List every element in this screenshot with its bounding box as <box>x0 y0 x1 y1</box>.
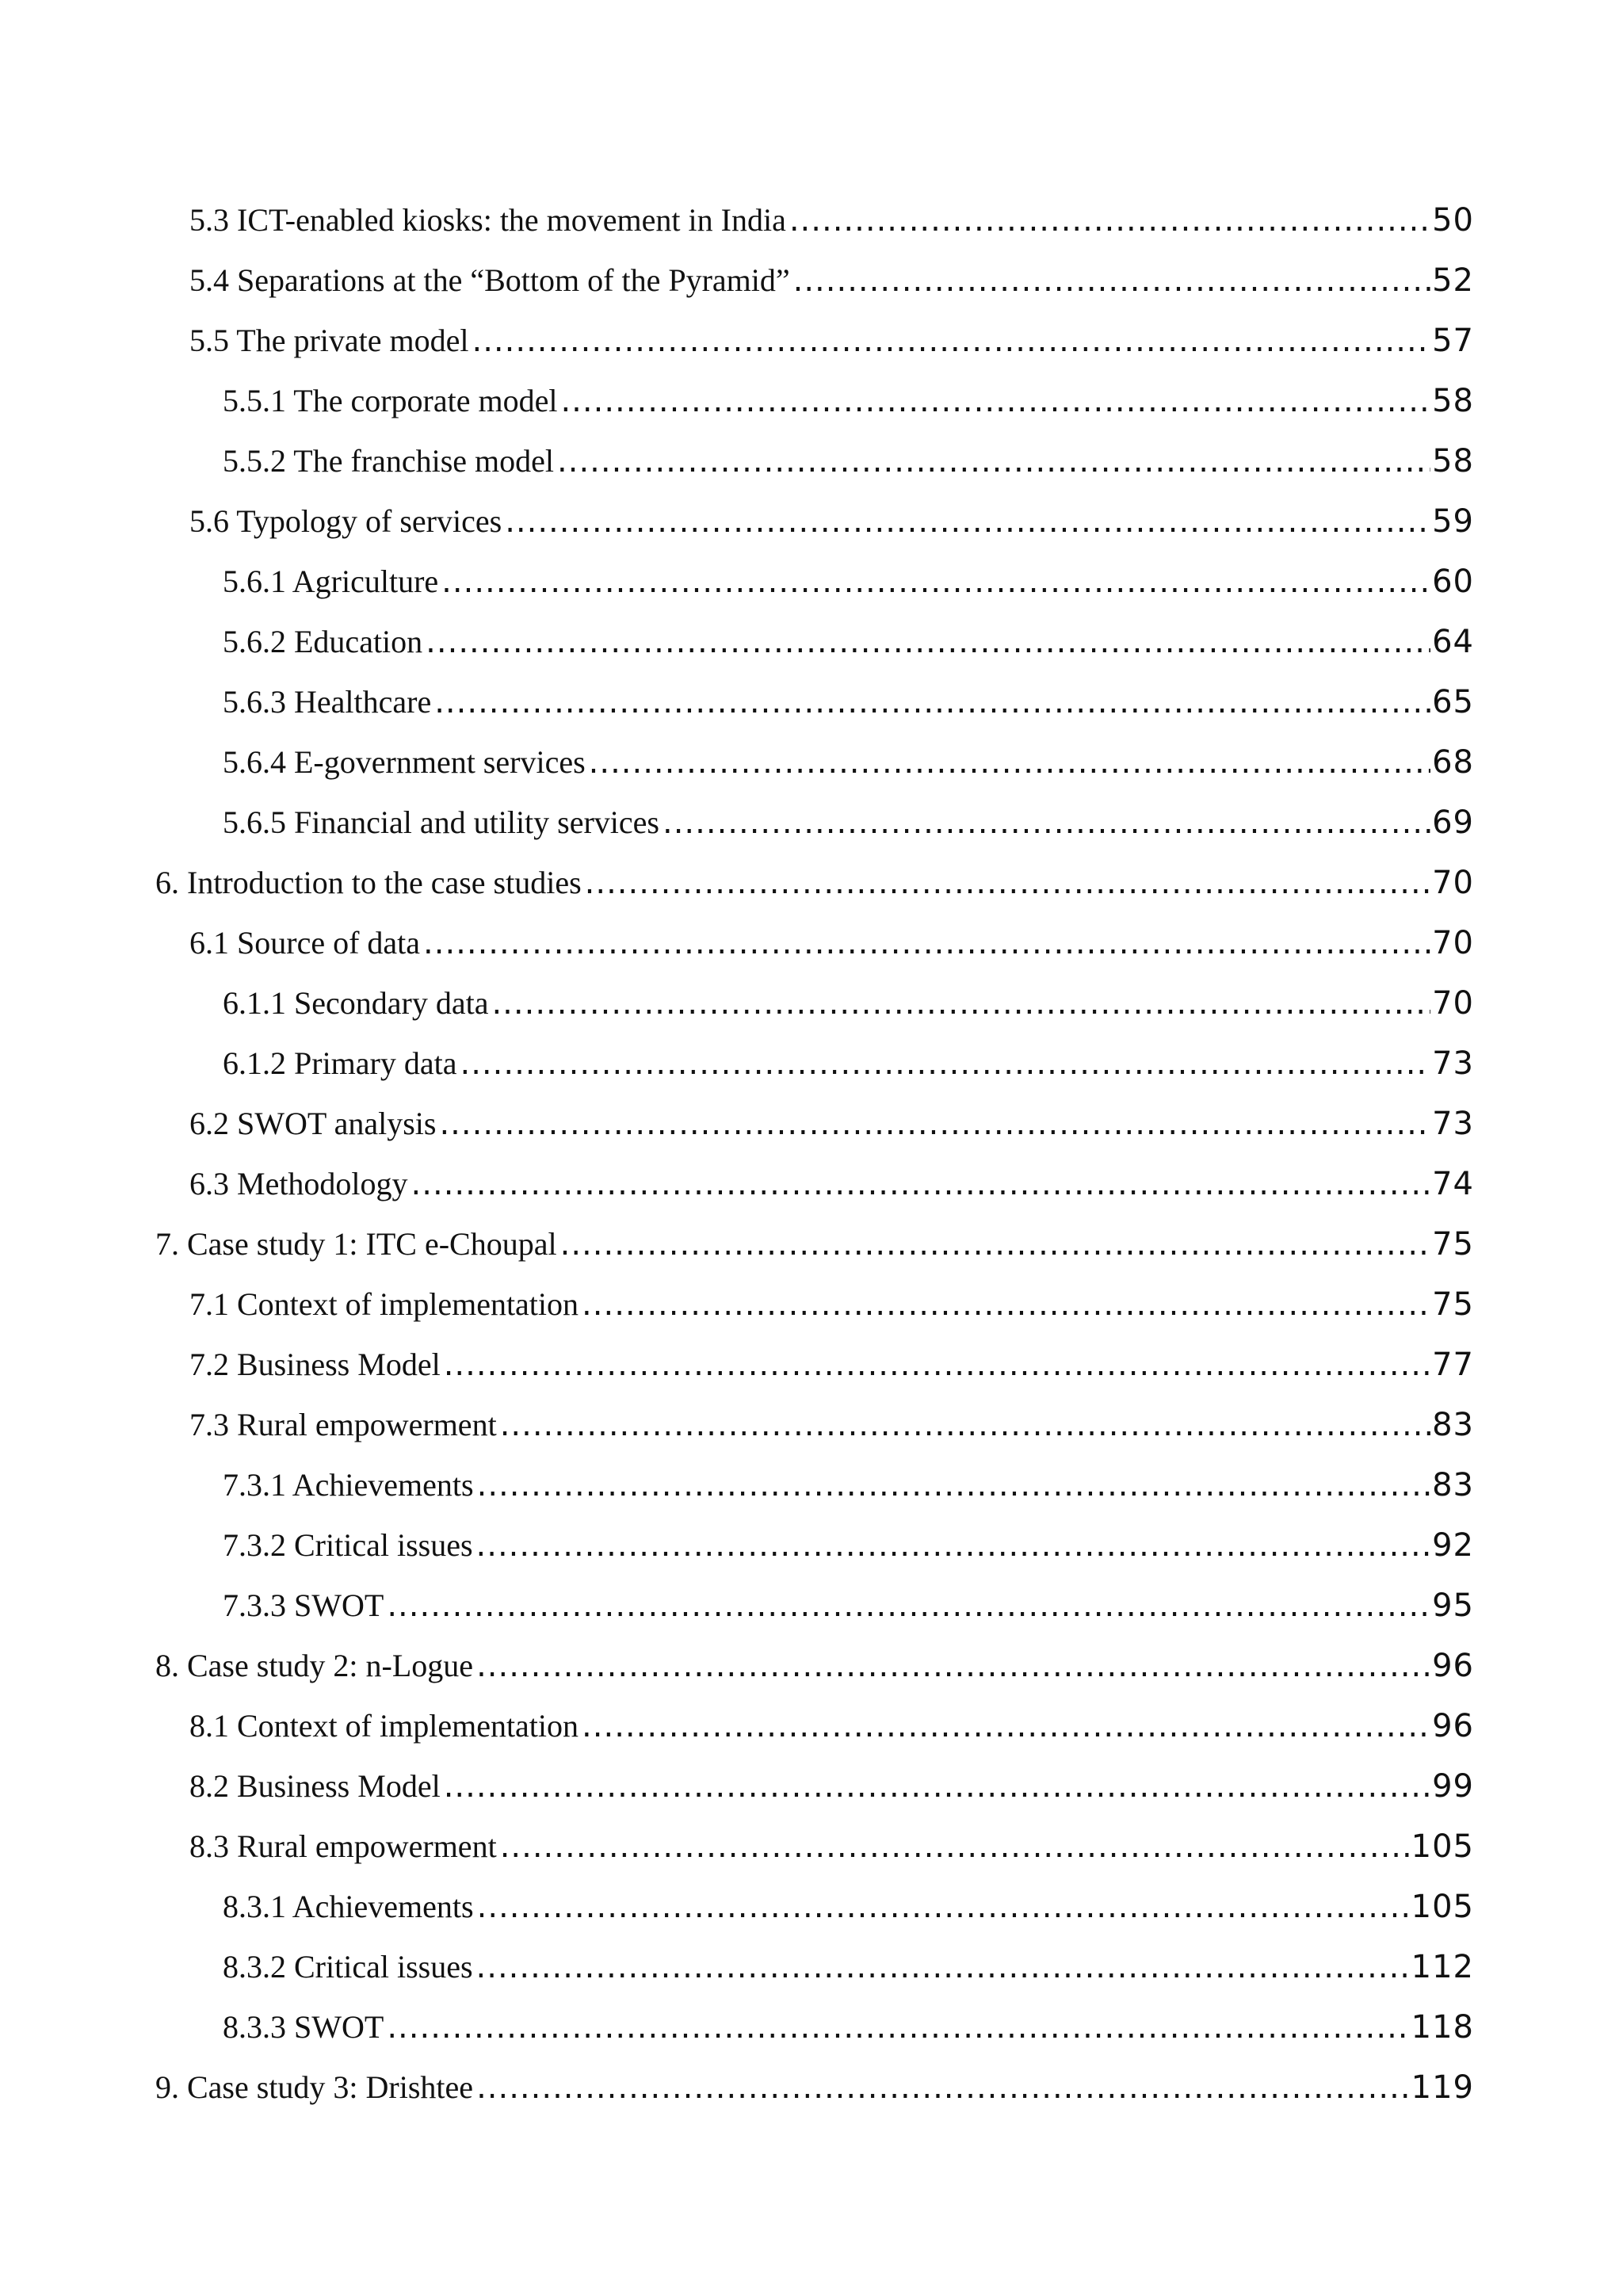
toc-entry[interactable] <box>155 190 1474 250</box>
toc-entry-title: 7.3.3 SWOT <box>223 1587 384 1623</box>
dot-leader <box>444 1756 1430 1817</box>
toc-entry-page-number: 68 <box>1432 744 1474 781</box>
dot-leader <box>460 1033 1431 1094</box>
toc-entry-page-number: 70 <box>1432 985 1474 1022</box>
toc-entry-page-number: 96 <box>1432 1648 1474 1684</box>
toc-entry-title: 5.5.2 The franchise model <box>223 443 555 479</box>
toc-entry-page-number: 70 <box>1432 925 1474 961</box>
toc-entry-page-number: 95 <box>1432 1587 1474 1624</box>
toc-entry-page-number: 52 <box>1432 262 1474 299</box>
dot-leader <box>439 1094 1430 1154</box>
toc-entry-title: 5.6.1 Agriculture <box>223 563 439 599</box>
toc-entry[interactable] <box>155 1877 1474 1937</box>
toc-entry[interactable] <box>155 913 1474 973</box>
toc-entry-title: 5.6.5 Financial and utility services <box>223 804 659 840</box>
toc-entry-page-number: 57 <box>1432 323 1474 359</box>
table-of-contents <box>155 190 1474 2118</box>
toc-entry-title: 7.2 Business Model <box>189 1347 441 1382</box>
toc-entry[interactable] <box>155 672 1474 732</box>
toc-entry[interactable] <box>155 1937 1474 1997</box>
toc-entry-page-number: 112 <box>1411 1949 1474 1985</box>
toc-entry[interactable] <box>155 1696 1474 1756</box>
dot-leader <box>476 1636 1430 1696</box>
dot-leader <box>476 1515 1431 1576</box>
toc-entry-page-number: 75 <box>1432 1286 1474 1323</box>
toc-entry[interactable] <box>155 1997 1474 2057</box>
toc-entry[interactable] <box>155 250 1474 311</box>
toc-entry[interactable] <box>155 1033 1474 1094</box>
toc-entry-page-number: 83 <box>1432 1467 1474 1503</box>
toc-entry-page-number: 75 <box>1432 1226 1474 1263</box>
toc-entry[interactable] <box>155 1335 1474 1395</box>
toc-entry[interactable] <box>155 1636 1474 1696</box>
toc-entry[interactable] <box>155 732 1474 793</box>
toc-entry-title: 8. Case study 2: n-Logue <box>155 1648 474 1683</box>
toc-entry-title: 6.1.2 Primary data <box>223 1045 457 1081</box>
toc-entry-page-number: 58 <box>1432 443 1474 479</box>
toc-entry-title: 6.3 Methodology <box>189 1166 408 1201</box>
dot-leader <box>476 1937 1410 1997</box>
toc-entry-title: 7.3.1 Achievements <box>223 1467 474 1503</box>
toc-entry-page-number: 74 <box>1432 1166 1474 1202</box>
toc-entry[interactable] <box>155 491 1474 552</box>
toc-entry[interactable] <box>155 1214 1474 1274</box>
toc-entry-title: 8.1 Context of implementation <box>189 1708 579 1744</box>
toc-entry-page-number: 69 <box>1432 804 1474 841</box>
toc-entry[interactable] <box>155 612 1474 672</box>
dot-leader <box>663 793 1430 853</box>
dot-leader <box>491 973 1430 1033</box>
toc-entry-title: 6.1.1 Secondary data <box>223 985 489 1021</box>
toc-entry[interactable] <box>155 1576 1474 1636</box>
toc-entry[interactable] <box>155 793 1474 853</box>
toc-entry[interactable] <box>155 552 1474 612</box>
toc-entry-page-number: 58 <box>1432 383 1474 419</box>
toc-entry-title: 6.1 Source of data <box>189 925 421 961</box>
toc-entry[interactable] <box>155 1455 1474 1515</box>
toc-entry-title: 5.5 The private model <box>189 323 469 358</box>
toc-entry[interactable] <box>155 1756 1474 1817</box>
toc-entry-page-number: 92 <box>1432 1527 1474 1564</box>
toc-entry-title: 7.3 Rural empowerment <box>189 1407 497 1442</box>
toc-entry-title: 8.3.2 Critical issues <box>223 1949 473 1985</box>
toc-entry-title: 6.2 SWOT analysis <box>189 1106 437 1141</box>
dot-leader <box>444 1335 1430 1395</box>
toc-entry[interactable] <box>155 2057 1474 2118</box>
toc-entry-page-number: 73 <box>1432 1045 1474 1082</box>
toc-entry-title: 9. Case study 3: Drishtee <box>155 2069 474 2105</box>
dot-leader <box>582 1696 1430 1756</box>
dot-leader <box>434 672 1430 732</box>
dot-leader <box>387 1576 1430 1636</box>
toc-entry-page-number: 99 <box>1432 1768 1474 1805</box>
toc-entry-title: 5.3 ICT-enabled kiosks: the movement in India <box>189 202 786 238</box>
toc-entry[interactable] <box>155 1817 1474 1877</box>
toc-entry-title: 5.6.2 Education <box>223 624 423 659</box>
toc-entry-page-number: 50 <box>1432 202 1474 239</box>
dot-leader <box>477 1877 1410 1937</box>
toc-entry-page-number: 77 <box>1432 1347 1474 1383</box>
dot-leader <box>505 491 1430 552</box>
toc-entry[interactable] <box>155 1395 1474 1455</box>
toc-entry-title: 5.4 Separations at the “Bottom of the Pyramid” <box>189 262 790 298</box>
dot-leader <box>557 431 1430 491</box>
dot-leader <box>793 250 1430 311</box>
toc-entry[interactable] <box>155 1274 1474 1335</box>
toc-entry[interactable] <box>155 1154 1474 1214</box>
toc-entry[interactable] <box>155 431 1474 491</box>
toc-entry[interactable] <box>155 1094 1474 1154</box>
toc-entry-title: 7. Case study 1: ITC e-Choupal <box>155 1226 557 1262</box>
toc-entry[interactable] <box>155 853 1474 913</box>
dot-leader <box>560 1214 1430 1274</box>
dot-leader <box>589 732 1430 793</box>
toc-entry[interactable] <box>155 1515 1474 1576</box>
toc-entry-title: 8.3.3 SWOT <box>223 2009 384 2045</box>
toc-entry-page-number: 119 <box>1411 2069 1474 2106</box>
dot-leader <box>477 1455 1430 1515</box>
toc-entry-page-number: 64 <box>1432 624 1474 660</box>
toc-entry-title: 5.6 Typology of services <box>189 503 502 539</box>
toc-entry-title: 8.3.1 Achievements <box>223 1889 474 1924</box>
dot-leader <box>560 371 1430 431</box>
dot-leader <box>472 311 1431 371</box>
dot-leader <box>500 1817 1410 1877</box>
toc-entry-page-number: 83 <box>1432 1407 1474 1443</box>
dot-leader <box>441 552 1430 612</box>
toc-entry[interactable] <box>155 973 1474 1033</box>
dot-leader <box>476 2057 1410 2118</box>
toc-entry-title: 8.3 Rural empowerment <box>189 1828 497 1864</box>
dot-leader <box>500 1395 1430 1455</box>
toc-entry-page-number: 105 <box>1411 1828 1474 1865</box>
dot-leader <box>411 1154 1431 1214</box>
toc-entry[interactable] <box>155 311 1474 371</box>
toc-entry[interactable] <box>155 371 1474 431</box>
toc-entry-page-number: 96 <box>1432 1708 1474 1744</box>
toc-entry-title: 5.6.3 Healthcare <box>223 684 432 720</box>
dot-leader <box>423 913 1430 973</box>
toc-entry-title: 5.5.1 The corporate model <box>223 383 558 418</box>
dot-leader <box>387 1997 1409 2057</box>
dot-leader <box>582 1274 1430 1335</box>
toc-entry-title: 7.3.2 Critical issues <box>223 1527 473 1563</box>
toc-entry-page-number: 70 <box>1432 865 1474 901</box>
toc-entry-title: 5.6.4 E-government services <box>223 744 586 780</box>
toc-entry-page-number: 118 <box>1411 2009 1474 2046</box>
toc-entry-page-number: 105 <box>1411 1889 1474 1925</box>
dot-leader <box>585 853 1430 913</box>
dot-leader <box>789 190 1430 250</box>
toc-entry-title: 6. Introduction to the case studies <box>155 865 582 900</box>
dot-leader <box>426 612 1430 672</box>
toc-entry-title: 7.1 Context of implementation <box>189 1286 579 1322</box>
toc-entry-page-number: 59 <box>1432 503 1474 540</box>
toc-entry-page-number: 60 <box>1432 563 1474 600</box>
toc-entry-page-number: 73 <box>1432 1106 1474 1142</box>
toc-entry-page-number: 65 <box>1432 684 1474 720</box>
toc-entry-title: 8.2 Business Model <box>189 1768 441 1804</box>
